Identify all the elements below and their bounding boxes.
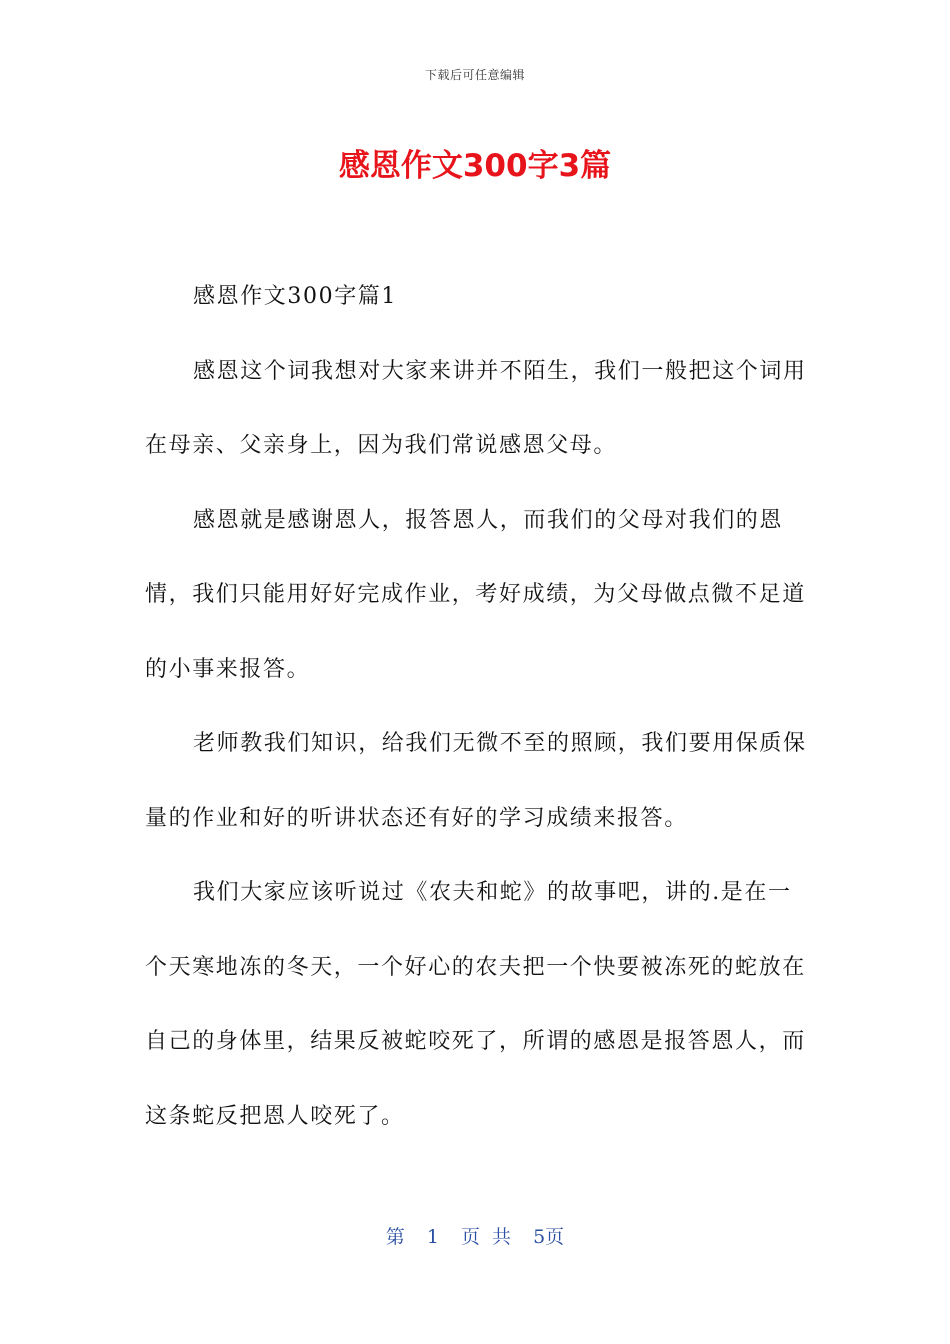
document-title: 感恩作文300字3篇 xyxy=(338,148,612,184)
document-body xyxy=(145,260,810,1154)
header-note: 下载后可任意编辑 xyxy=(424,68,525,82)
page-number: 1 xyxy=(426,1226,439,1248)
paragraph-4: 我们大家应该听说过《农夫和蛇》的故事吧，讲的.是在一个天寒地冻的冬天，一个好心的农夫把一个快要被冻死的蛇放在自己的身体里，结果反被蛇咬死了，所谓的感恩是报答恩人，而这条蛇反把恩人咬死了。 xyxy=(145,880,806,1129)
paragraph-2: 感恩就是感谢恩人，报答恩人，而我们的父母对我们的恩情，我们只能用好好完成作业，考好成绩，为父母做点微不足道的小事来报答。 xyxy=(145,507,806,682)
paragraph-1: 感恩这个词我想对大家来讲并不陌生，我们一般把这个词用在母亲、父亲身上，因为我们常说感恩父母。 xyxy=(145,358,807,458)
page-prefix: 第 xyxy=(385,1226,405,1248)
page-mid: 页 共 xyxy=(461,1226,512,1248)
total-pages: 5页 xyxy=(533,1226,565,1248)
section-heading: 感恩作文300字篇1 xyxy=(193,284,397,309)
paragraph-3: 老师教我们知识，给我们无微不至的照顾，我们要用保质保量的作业和好的听讲状态还有好的学习成绩来报答。 xyxy=(145,731,807,831)
page-footer xyxy=(0,1222,950,1249)
